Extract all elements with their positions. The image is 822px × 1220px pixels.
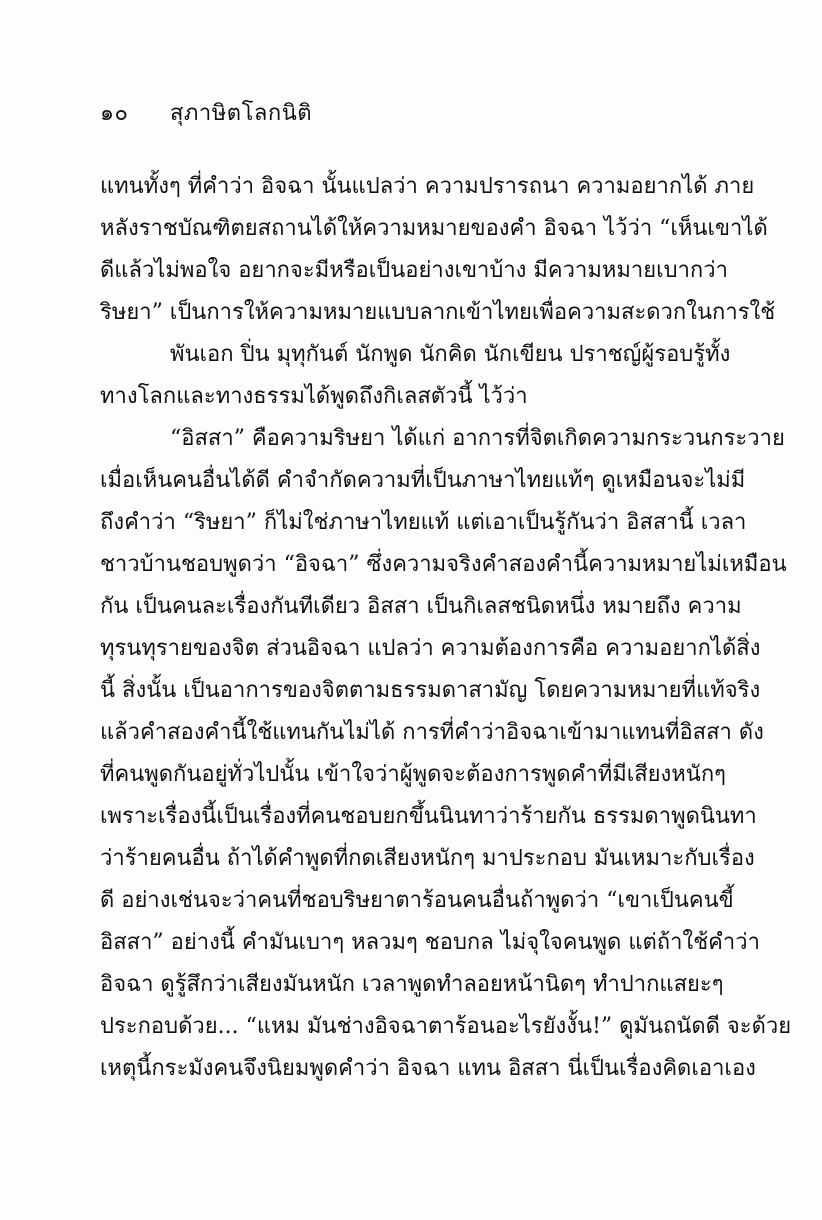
text-line: เหตุนี้กระมังคนจึงนิยมพูดคำว่า อิจฉา แทน อิสสา นี่เป็นเรื่องคิดเอาเอง [100, 1056, 756, 1081]
text-line: ชาวบ้านชอบพูดว่า “อิจฉา” ซึ่งความจริงคำสองคำนี้ความหมายไม่เหมือน [100, 552, 787, 577]
text-line: อิสสา” อย่างนี้ คำมันเบาๆ หลวมๆ ชอบกล ไม่จุใจคนพูด แต่ถ้าใช้คำว่า [100, 930, 760, 955]
text-line: ดีแล้วไม่พอใจ อยากจะมีหรือเป็นอย่างเขาบ้าง มีความหมายเบากว่า [100, 258, 728, 283]
text-line: เพราะเรื่องนี้เป็นเรื่องที่คนชอบยกขึ้นนินทาว่าร้ายกัน ธรรมดาพูดนินทา [100, 804, 757, 829]
text-line: นี้ สิ่งนั้น เป็นอาการของจิตตามธรรมดาสามัญ โดยความหมายที่แท้จริง [100, 678, 761, 703]
running-header [100, 92, 312, 132]
body-text [100, 166, 792, 1090]
text-line: ทุรนทุรายของจิต ส่วนอิจฉา แปลว่า ความต้องการคือ ความอยากได้สิ่ง [100, 636, 761, 661]
text-line: ที่คนพูดกันอยู่ทั่วไปนั้น เข้าใจว่าผู้พูดจะต้องการพูดคำที่มีเสียงหนักๆ [100, 762, 726, 787]
text-line: ดี อย่างเช่นจะว่าคนที่ชอบริษยาตาร้อนคนอื่นถ้าพูดว่า “เขาเป็นคนขี้ [100, 888, 734, 913]
text-line: อิจฉา ดูรู้สึกว่าเสียงมันหนัก เวลาพูดทำลอยหน้านิดๆ ทำปากแสยะๆ [100, 972, 724, 997]
text-line: ถึงคำว่า “ริษยา” ก็ไม่ใช่ภาษาไทยแท้ แต่เอาเป็นรู้กันว่า อิสสานี้ เวลา [100, 510, 747, 535]
text-line: พันเอก ปิ่น มุทุกันต์ นักพูด นักคิด นักเขียน ปราชญ์ผู้รอบรู้ทั้ง [170, 342, 731, 367]
text-line: แล้วคำสองคำนี้ใช้แทนกันไม่ได้ การที่คำว่าอิจฉาเข้ามาแทนที่อิสสา ดัง [100, 720, 764, 745]
text-line: ว่าร้ายคนอื่น ถ้าได้คำพูดที่กดเสียงหนักๆ มาประกอบ มันเหมาะกับเรื่อง [100, 846, 755, 871]
book-title: สุภาษิตโลกนิติ [170, 100, 313, 126]
text-line: เมื่อเห็นคนอื่นได้ดี คำจำกัดความที่เป็นภาษาไทยแท้ๆ ดูเหมือนจะไม่มี [100, 468, 746, 493]
text-line: แทนทั้งๆ ที่คำว่า อิจฉา นั้นแปลว่า ความปรารถนา ความอยากได้ ภาย [100, 174, 755, 199]
text-line: “อิสสา” คือความริษยา ได้แก่ อาการที่จิตเกิดความกระวนกระวาย [170, 426, 785, 451]
page-number: ๑๐ [100, 100, 129, 126]
text-line: ทางโลกและทางธรรมได้พูดถึงกิเลสตัวนี้ ไว้ว่า [100, 384, 528, 409]
text-line: ริษยา” เป็นการให้ความหมายแบบลากเข้าไทยเพื่อความสะดวกในการใช้ [100, 300, 776, 325]
text-line: หลังราชบัณฑิตยสถานได้ให้ความหมายของคำ อิจฉา ไว้ว่า “เห็นเขาได้ [100, 216, 768, 241]
text-line: ประกอบด้วย... “แหม มันช่างอิจฉาตาร้อนอะไรยังงั้น!” ดูมันถนัดดี จะด้วย [100, 1014, 792, 1039]
text-line: กัน เป็นคนละเรื่องกันทีเดียว อิสสา เป็นกิเลสชนิดหนึ่ง หมายถึง ความ [100, 594, 742, 619]
